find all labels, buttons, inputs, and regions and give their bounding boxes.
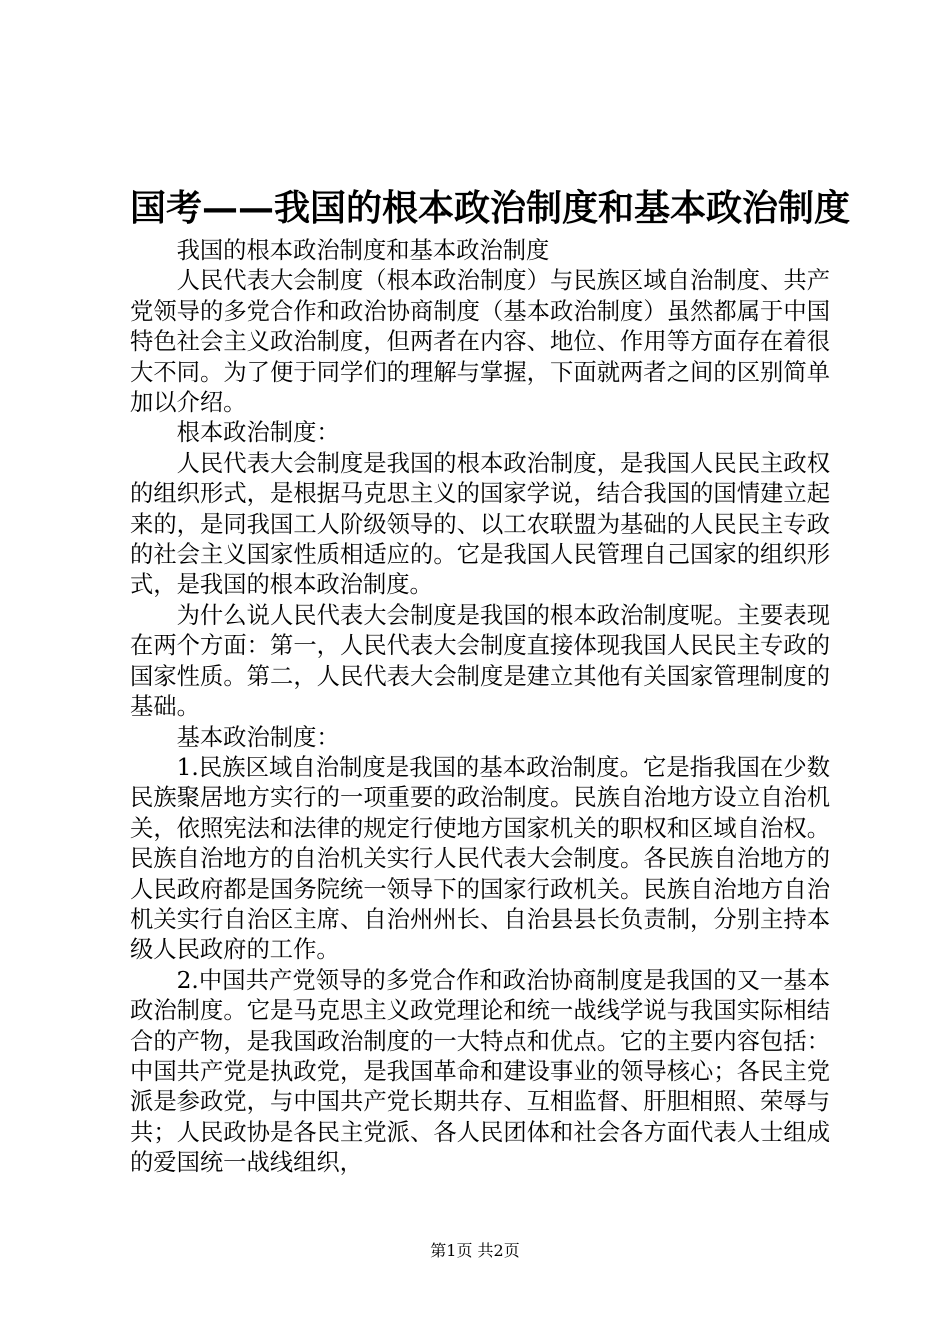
document-title: 国考——我国的根本政治制度和基本政治制度 bbox=[130, 187, 851, 229]
page-footer: 第1页 共2页 bbox=[430, 1241, 520, 1260]
section-heading-fundamental: 根本政治制度： bbox=[176, 419, 340, 447]
subtitle-paragraph: 我国的根本政治制度和基本政治制度 bbox=[176, 237, 550, 264]
basic-paragraph-1: 1.民族区域自治制度是我国的基本政治制度。它是指我国在少数民族聚居地方实行的一项重要的政治制度。民族自治地方设立自治机关，依照宪法和法律的规定行使地方国家机关的职权和区域自治权。民族自治地方的自治机关实行人民代表大会制度。各民族自治地方的人民政府都是国务院统一领导下的国家行政机关。民族自治地方自治机关实行自治区主席、自治州州长、自治县县长负责制，分别主持本级人民政府的工作。 bbox=[130, 753, 830, 964]
section-heading-basic: 基本政治制度： bbox=[176, 723, 340, 751]
basic-paragraph-2: 2.中国共产党领导的多党合作和政治协商制度是我国的又一基本政治制度。它是马克思主义政党理论和统一战线学说与我国实际相结合的产物，是我国政治制度的一大特点和优点。它的主要内容包括：中国共产党是执政党，是我国革命和建设事业的领导核心；各民主党派是参政党，与中国共产党长期共存、互相监督、肝胆相照、荣辱与共；人民政协是各民主党派、各人民团体和社会各方面代表人士组成的爱国统一战线组织， bbox=[130, 966, 830, 1177]
fundamental-paragraph-1: 人民代表大会制度是我国的根本政治制度，是我国人民民主政权的组织形式，是根据马克思主义的国家学说，结合我国的国情建立起来的，是同我国工人阶级领导的、以工农联盟为基础的人民民主专政的社会主义国家性质相适应的。它是我国人民管理自己国家的组织形式，是我国的根本政治制度。 bbox=[130, 449, 830, 599]
intro-paragraph: 人民代表大会制度（根本政治制度）与民族区域自治制度、共产党领导的多党合作和政治协商制度（基本政治制度）虽然都属于中国特色社会主义政治制度，但两者在内容、地位、作用等方面存在着很大不同。为了便于同学们的理解与掌握，下面就两者之间的区别简单加以介绍。 bbox=[130, 267, 830, 417]
fundamental-paragraph-2: 为什么说人民代表大会制度是我国的根本政治制度呢。主要表现在两个方面：第一，人民代表大会制度直接体现我国人民民主专政的国家性质。第二，人民代表大会制度是建立其他有关国家管理制度的基础。 bbox=[130, 601, 830, 721]
document-body bbox=[130, 236, 830, 1179]
